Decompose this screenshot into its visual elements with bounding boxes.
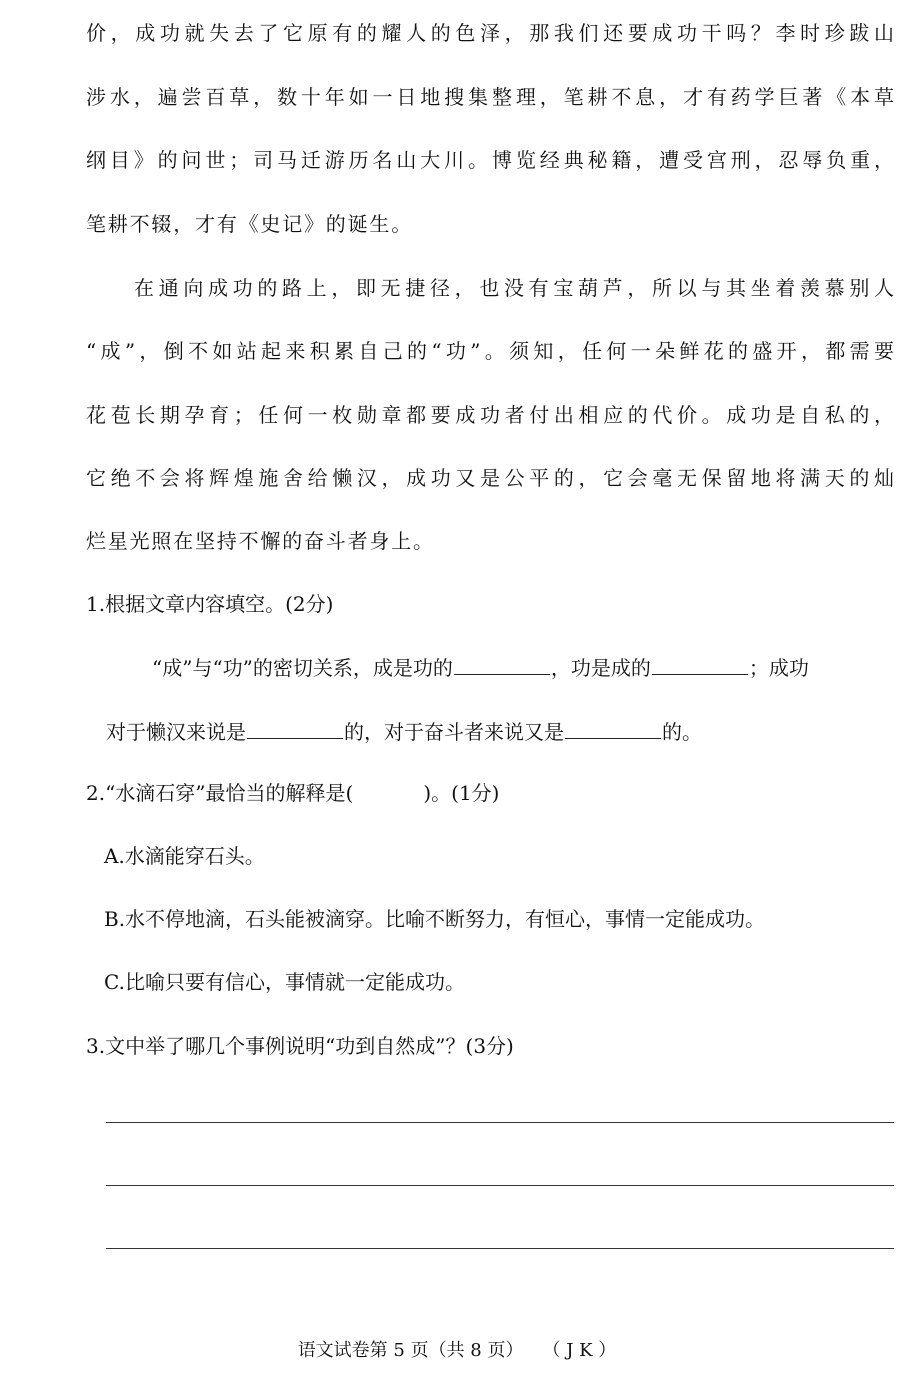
q1-text: “成”与“功”的密切关系，成是功的: [152, 656, 453, 680]
passage-line: 烂星光照在坚持不懈的奋斗者身上。: [86, 529, 435, 553]
question-1-fill-line-1: [152, 652, 809, 682]
q2-title-text: 2.“水滴石穿”最恰当的解释是(: [86, 781, 354, 805]
option-a: A.水滴能穿石头。: [104, 844, 265, 868]
question-1-fill-line-2: [106, 716, 702, 746]
page-number: 语文试卷第 5 页（共 8 页）: [297, 1340, 524, 1361]
q1-text: 对于懒汉来说是: [106, 720, 246, 744]
question-2-title: [86, 779, 499, 807]
q1-text: ；成功: [748, 656, 809, 680]
passage-line: 纲目》的问世；司马迁游历名山大川。博览经典秘籍，遭受宫刑，忍辱负重，: [86, 148, 894, 172]
option-b: B.水不停地滴，石头能被滴穿。比喻不断努力，有恒心，事情一定能成功。: [104, 907, 766, 931]
passage-line: 花苞长期孕育；任何一枚勋章都要成功者付出相应的代价。成功是自私的，: [86, 403, 894, 427]
q2-title-text: )。(1分): [423, 781, 500, 805]
passage-line: 在通向成功的路上，即无捷径，也没有宝葫芦，所以与其坐着羡慕别人: [134, 276, 894, 300]
page-footer: [0, 1338, 914, 1364]
option-c: C.比喻只要有信心，事情就一定能成功。: [104, 970, 465, 994]
passage-line: 涉水，遍尝百草，数十年如一日地搜集整理，笔耕不息，才有药学巨著《本草: [86, 85, 894, 109]
paper-code: （ J K ）: [551, 1340, 617, 1361]
answer-line[interactable]: [106, 1248, 894, 1249]
question-1-title: 1.根据文章内容填空。(2分): [86, 592, 334, 616]
answer-blank[interactable]: [454, 652, 550, 675]
q1-text: ，功是成的: [550, 656, 651, 680]
passage-line: “成”，倒不如站起来积累自己的“功”。须知，任何一朵鲜花的盛开，都需要: [86, 339, 894, 363]
answer-line[interactable]: [106, 1122, 894, 1123]
passage-line: 它绝不会将辉煌施舍给懒汉，成功又是公平的，它会毫无保留地将满天的灿: [86, 466, 894, 490]
question-3-title: 3.文中举了哪几个事例说明“功到自然成”？(3分): [86, 1034, 514, 1058]
passage-line: 价，成功就失去了它原有的耀人的色泽，那我们还要成功干吗？李时珍跋山: [86, 21, 894, 45]
q1-text: 的。: [662, 720, 702, 744]
q1-text: 的，对于奋斗者来说又是: [344, 720, 564, 744]
answer-line[interactable]: [106, 1185, 894, 1186]
answer-blank[interactable]: [565, 716, 661, 739]
answer-blank[interactable]: [652, 652, 748, 675]
answer-blank[interactable]: [247, 716, 343, 739]
passage-line: 笔耕不辍，才有《史记》的诞生。: [86, 212, 413, 236]
